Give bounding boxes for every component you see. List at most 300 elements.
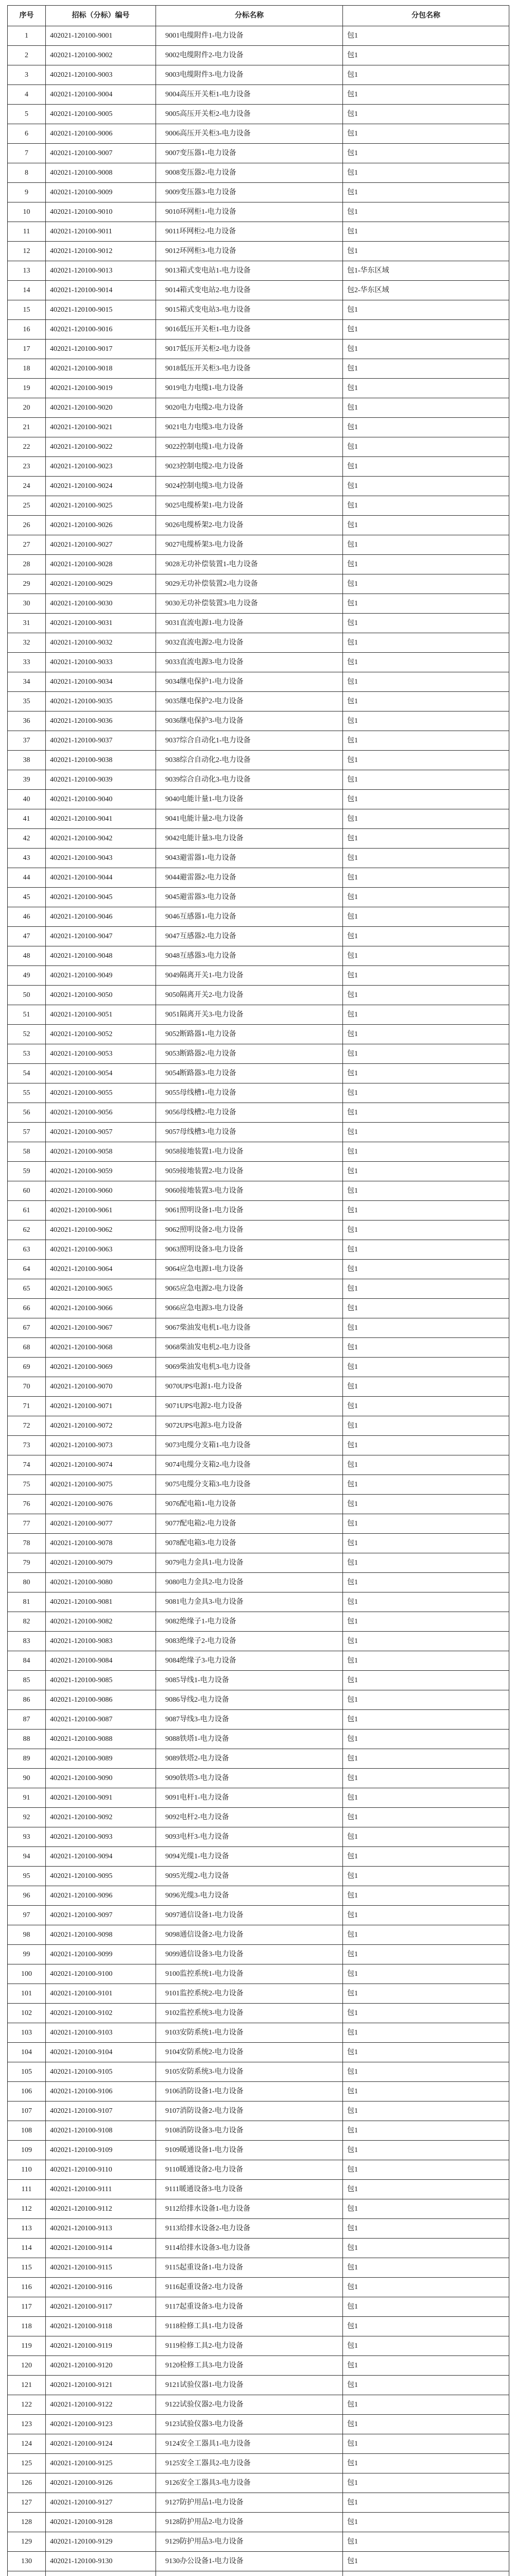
table-row <box>8 2532 509 2552</box>
row-no: 62 <box>8 1221 46 1240</box>
row-name: 9112给排水设备1-电力设备 <box>156 2199 343 2219</box>
row-name: 9042电能计量3-电力设备 <box>156 829 343 849</box>
row-name: 9037综合自动化1-电力设备 <box>156 731 343 751</box>
row-pkg: 包1 <box>343 1416 509 1436</box>
table-row <box>8 751 509 770</box>
table-row <box>8 1436 509 1455</box>
table-row <box>8 986 509 1005</box>
row-no: 60 <box>8 1181 46 1201</box>
row-no: 46 <box>8 907 46 927</box>
row-name: 9039综合自动化3-电力设备 <box>156 770 343 790</box>
row-name: 9068柴油发电机2-电力设备 <box>156 1338 343 1358</box>
row-pkg: 包1 <box>343 672 509 692</box>
row-name: 9021电力电缆3-电力设备 <box>156 418 343 437</box>
row-no: 28 <box>8 555 46 574</box>
row-no: 118 <box>8 2317 46 2336</box>
row-pkg: 包1 <box>343 1612 509 1632</box>
row-pkg: 包1 <box>343 1181 509 1201</box>
table-row <box>8 242 509 261</box>
row-code: 402021-120100-9062 <box>46 1221 156 1240</box>
table-row <box>8 2434 509 2454</box>
row-code: 402021-120100-9111 <box>46 2180 156 2199</box>
row-pkg: 包1 <box>343 2180 509 2199</box>
row-no: 65 <box>8 1279 46 1299</box>
row-name: 9026电缆桥架2-电力设备 <box>156 516 343 535</box>
row-pkg: 包1 <box>343 2493 509 2513</box>
row-code: 402021-120100-9088 <box>46 1730 156 1749</box>
row-pkg: 包1 <box>343 2297 509 2317</box>
table-row <box>8 1749 509 1769</box>
row-no: 130 <box>8 2552 46 2571</box>
table-row <box>8 2199 509 2219</box>
row-pkg: 包1 <box>343 477 509 496</box>
row-no: 107 <box>8 2102 46 2121</box>
row-no: 15 <box>8 300 46 320</box>
row-code: 402021-120100-9089 <box>46 1749 156 1769</box>
table-row <box>8 1455 509 1475</box>
row-pkg: 包1 <box>343 2532 509 2552</box>
table-row <box>8 2571 509 2576</box>
row-name: 9081电力金具3-电力设备 <box>156 1592 343 1612</box>
row-pkg: 包1 <box>343 1358 509 1377</box>
row-pkg: 包1 <box>343 457 509 477</box>
row-code: 402021-120100-9006 <box>46 124 156 144</box>
row-name: 9017低压开关柜2-电力设备 <box>156 340 343 359</box>
row-code: 402021-120100-9045 <box>46 888 156 907</box>
row-name: 9121试验仪器1-电力设备 <box>156 2376 343 2395</box>
bid-table <box>7 5 509 2576</box>
row-pkg: 包1 <box>343 1945 509 1964</box>
table-row <box>8 2062 509 2082</box>
row-pkg: 包1 <box>343 2415 509 2434</box>
row-name: 9130办公设备1-电力设备 <box>156 2552 343 2571</box>
row-pkg: 包1 <box>343 2454 509 2473</box>
header-row <box>8 6 509 26</box>
row-pkg: 包1 <box>343 1377 509 1397</box>
table-row <box>8 1514 509 1534</box>
row-code: 402021-120100-9083 <box>46 1632 156 1651</box>
table-row <box>8 65 509 85</box>
row-no: 126 <box>8 2473 46 2493</box>
row-name: 9016低压开关柜1-电力设备 <box>156 320 343 340</box>
row-no: 29 <box>8 574 46 594</box>
row-pkg: 包1 <box>343 222 509 242</box>
row-no: 41 <box>8 809 46 829</box>
row-name: 9128防护用品2-电力设备 <box>156 2513 343 2532</box>
table-row <box>8 1710 509 1730</box>
row-no: 98 <box>8 1925 46 1945</box>
row-name: 9029无功补偿装置2-电力设备 <box>156 574 343 594</box>
row-pkg: 包1 <box>343 2141 509 2160</box>
row-no: 81 <box>8 1592 46 1612</box>
row-pkg: 包1 <box>343 359 509 379</box>
row-code: 402021-120100-9014 <box>46 281 156 300</box>
row-name: 9113给排水设备2-电力设备 <box>156 2219 343 2239</box>
row-pkg: 包1 <box>343 888 509 907</box>
header-pkg: 分包名称 <box>343 6 509 26</box>
row-name: 9005高压开关柜2-电力设备 <box>156 105 343 124</box>
row-code: 402021-120100-9080 <box>46 1573 156 1592</box>
row-no: 129 <box>8 2532 46 2552</box>
row-pkg: 包1 <box>343 1847 509 1867</box>
row-no: 22 <box>8 437 46 457</box>
row-pkg: 包1 <box>343 594 509 614</box>
table-row <box>8 105 509 124</box>
row-code: 402021-120100-9015 <box>46 300 156 320</box>
row-no: 31 <box>8 614 46 633</box>
row-code: 402021-120100-9059 <box>46 1162 156 1181</box>
row-name: 9111暖通设备3-电力设备 <box>156 2180 343 2199</box>
row-name: 9083绝缘子2-电力设备 <box>156 1632 343 1651</box>
row-name: 9088铁塔1-电力设备 <box>156 1730 343 1749</box>
row-pkg: 包1 <box>343 1221 509 1240</box>
table-row <box>8 418 509 437</box>
row-name: 9050隔离开关2-电力设备 <box>156 986 343 1005</box>
row-code: 402021-120100-9041 <box>46 809 156 829</box>
row-name: 9106消防设备1-电力设备 <box>156 2082 343 2102</box>
row-code: 402021-120100-9073 <box>46 1436 156 1455</box>
row-code: 402021-120100-9101 <box>46 1984 156 2004</box>
row-pkg: 包2-华东区域 <box>343 281 509 300</box>
row-code: 402021-120100-9012 <box>46 242 156 261</box>
row-pkg: 包1 <box>343 2395 509 2415</box>
table-row <box>8 1984 509 2004</box>
row-no: 39 <box>8 770 46 790</box>
row-no: 119 <box>8 2336 46 2356</box>
row-no: 92 <box>8 1808 46 1827</box>
row-name: 9025电缆桥架1-电力设备 <box>156 496 343 516</box>
table-row <box>8 379 509 398</box>
row-code: 402021-120100-9032 <box>46 633 156 653</box>
row-no: 17 <box>8 340 46 359</box>
row-no: 33 <box>8 653 46 672</box>
row-name: 9125安全工器具2-电力设备 <box>156 2454 343 2473</box>
row-code: 402021-120100-9005 <box>46 105 156 124</box>
row-name: 9073电缆分支箱1-电力设备 <box>156 1436 343 1455</box>
row-name: 9054断路器3-电力设备 <box>156 1064 343 1083</box>
row-no: 54 <box>8 1064 46 1083</box>
row-no: 35 <box>8 692 46 711</box>
row-pkg: 包1 <box>343 731 509 751</box>
row-pkg: 包1 <box>343 574 509 594</box>
row-code: 402021-120100-9127 <box>46 2493 156 2513</box>
table-row <box>8 2082 509 2102</box>
row-code: 402021-120100-9125 <box>46 2454 156 2473</box>
row-code: 402021-120100-9065 <box>46 1279 156 1299</box>
table-row <box>8 1142 509 1162</box>
row-no: 27 <box>8 535 46 555</box>
table-row <box>8 1651 509 1671</box>
table-row <box>8 2258 509 2278</box>
row-name: 9055母线槽1-电力设备 <box>156 1083 343 1103</box>
row-name: 9108消防设备3-电力设备 <box>156 2121 343 2141</box>
row-code: 402021-120100-9031 <box>46 614 156 633</box>
row-pkg: 包1 <box>343 927 509 946</box>
row-pkg: 包1 <box>343 1475 509 1495</box>
row-code: 402021-120100-9038 <box>46 751 156 770</box>
row-pkg: 包1 <box>343 379 509 398</box>
row-no: 123 <box>8 2415 46 2434</box>
table-row <box>8 1240 509 1260</box>
row-no: 103 <box>8 2023 46 2043</box>
row-name: 9034继电保护1-电力设备 <box>156 672 343 692</box>
row-name: 9064应急电源1-电力设备 <box>156 1260 343 1279</box>
row-pkg: 包1 <box>343 65 509 85</box>
table-row <box>8 359 509 379</box>
bid-sheet <box>7 5 509 2576</box>
row-name: 9080电力金具2-电力设备 <box>156 1573 343 1592</box>
row-pkg: 包1 <box>343 1553 509 1573</box>
row-code: 402021-120100-9098 <box>46 1925 156 1945</box>
row-pkg: 包1 <box>343 790 509 809</box>
row-name: 9124安全工器具1-电力设备 <box>156 2434 343 2454</box>
row-code: 402021-120100-9058 <box>46 1142 156 1162</box>
row-no: 52 <box>8 1025 46 1044</box>
row-code: 402021-120100-9106 <box>46 2082 156 2102</box>
table-row <box>8 946 509 966</box>
table-row <box>8 437 509 457</box>
table-row <box>8 1318 509 1338</box>
row-pkg: 包1 <box>343 105 509 124</box>
row-name: 9091电杆1-电力设备 <box>156 1788 343 1808</box>
row-pkg: 包1 <box>343 1808 509 1827</box>
row-code: 402021-120100-9020 <box>46 398 156 418</box>
row-pkg: 包1 <box>343 1534 509 1553</box>
row-code: 402021-120100-9079 <box>46 1553 156 1573</box>
row-no: 23 <box>8 457 46 477</box>
row-pkg: 包1 <box>343 1064 509 1083</box>
row-no: 127 <box>8 2493 46 2513</box>
row-pkg: 包1 <box>343 242 509 261</box>
table-row <box>8 477 509 496</box>
table-row <box>8 790 509 809</box>
row-code: 402021-120100-9003 <box>46 65 156 85</box>
row-code: 402021-120100-9072 <box>46 1416 156 1436</box>
row-code: 402021-120100-9084 <box>46 1651 156 1671</box>
row-no: 64 <box>8 1260 46 1279</box>
row-no: 58 <box>8 1142 46 1162</box>
row-code: 402021-120100-9052 <box>46 1025 156 1044</box>
table-row <box>8 1260 509 1279</box>
row-no: 94 <box>8 1847 46 1867</box>
row-code: 402021-120100-9087 <box>46 1710 156 1730</box>
row-name: 9048互感器3-电力设备 <box>156 946 343 966</box>
table-row <box>8 2102 509 2121</box>
row-name: 9096光缆3-电力设备 <box>156 1886 343 1906</box>
table-row <box>8 868 509 888</box>
table-row <box>8 1025 509 1044</box>
row-pkg: 包1 <box>343 1984 509 2004</box>
row-no: 36 <box>8 711 46 731</box>
row-pkg: 包1 <box>343 2434 509 2454</box>
row-name: 9049隔离开关1-电力设备 <box>156 966 343 986</box>
row-name: 9036继电保护3-电力设备 <box>156 711 343 731</box>
table-row <box>8 320 509 340</box>
row-code: 402021-120100-9019 <box>46 379 156 398</box>
row-code: 402021-120100-9034 <box>46 672 156 692</box>
row-code: 402021-120100-9095 <box>46 1867 156 1886</box>
table-row <box>8 1123 509 1142</box>
table-row <box>8 183 509 202</box>
row-code: 402021-120100-9009 <box>46 183 156 202</box>
row-no: 44 <box>8 868 46 888</box>
row-no: 9 <box>8 183 46 202</box>
row-pkg: 包1 <box>343 2239 509 2258</box>
row-pkg: 包1 <box>343 1318 509 1338</box>
row-code: 402021-120100-9129 <box>46 2532 156 2552</box>
row-pkg: 包1 <box>343 809 509 829</box>
row-name: 9024控制电缆3-电力设备 <box>156 477 343 496</box>
table-row <box>8 2552 509 2571</box>
row-no: 114 <box>8 2239 46 2258</box>
table-row <box>8 1083 509 1103</box>
row-no: 82 <box>8 1612 46 1632</box>
row-code: 402021-120100-9078 <box>46 1534 156 1553</box>
row-no: 43 <box>8 849 46 868</box>
row-pkg: 包1 <box>343 614 509 633</box>
row-code: 402021-120100-9027 <box>46 535 156 555</box>
row-pkg: 包1 <box>343 711 509 731</box>
row-name: 9103安防系统1-电力设备 <box>156 2023 343 2043</box>
row-name: 9089铁塔2-电力设备 <box>156 1749 343 1769</box>
row-pkg: 包1 <box>343 144 509 163</box>
row-code: 402021-120100-9076 <box>46 1495 156 1514</box>
row-pkg: 包1 <box>343 496 509 516</box>
row-no: 37 <box>8 731 46 751</box>
row-name: 9033直流电源3-电力设备 <box>156 653 343 672</box>
row-name: 9014箱式变电站2-电力设备 <box>156 281 343 300</box>
row-name: 9065应急电源2-电力设备 <box>156 1279 343 1299</box>
row-no: 117 <box>8 2297 46 2317</box>
row-pkg: 包1 <box>343 124 509 144</box>
row-name: 9007变压器1-电力设备 <box>156 144 343 163</box>
table-row <box>8 1279 509 1299</box>
row-name: 9072UPS电源3-电力设备 <box>156 1416 343 1436</box>
row-name: 9126安全工器具3-电力设备 <box>156 2473 343 2493</box>
row-pkg: 包1 <box>343 340 509 359</box>
row-code: 402021-120100-9099 <box>46 1945 156 1964</box>
row-name: 9001电缆附件1-电力设备 <box>156 26 343 46</box>
row-code: 402021-120100-9023 <box>46 457 156 477</box>
table-row <box>8 26 509 46</box>
row-no: 100 <box>8 1964 46 1984</box>
table-row <box>8 2297 509 2317</box>
row-pkg: 包1 <box>343 516 509 535</box>
row-no: 66 <box>8 1299 46 1318</box>
row-name: 9046互感器1-电力设备 <box>156 907 343 927</box>
row-no: 105 <box>8 2062 46 2082</box>
row-no: 57 <box>8 1123 46 1142</box>
table-row <box>8 496 509 516</box>
row-no: 79 <box>8 1553 46 1573</box>
row-pkg: 包1 <box>343 2278 509 2297</box>
table-row <box>8 1690 509 1710</box>
table-row <box>8 1162 509 1181</box>
row-pkg: 包1 <box>343 1162 509 1181</box>
row-no: 50 <box>8 986 46 1005</box>
table-row <box>8 457 509 477</box>
table-row <box>8 1906 509 1925</box>
row-no: 2 <box>8 46 46 65</box>
header-code: 招标（分标）编号 <box>46 6 156 26</box>
row-name: 9082绝缘子1-电力设备 <box>156 1612 343 1632</box>
table-row <box>8 2395 509 2415</box>
row-name: 9074电缆分支箱2-电力设备 <box>156 1455 343 1475</box>
row-code: 402021-120100-9049 <box>46 966 156 986</box>
row-pkg: 包1 <box>343 2199 509 2219</box>
row-code: 402021-120100-9068 <box>46 1338 156 1358</box>
row-no: 80 <box>8 1573 46 1592</box>
row-no: 26 <box>8 516 46 535</box>
table-row <box>8 907 509 927</box>
row-name: 9092电杆2-电力设备 <box>156 1808 343 1827</box>
table-row <box>8 1299 509 1318</box>
row-code: 402021-120100-9022 <box>46 437 156 457</box>
table-row <box>8 1338 509 1358</box>
row-no: 110 <box>8 2160 46 2180</box>
row-name: 9110暖通设备2-电力设备 <box>156 2160 343 2180</box>
row-code: 402021-120100-9105 <box>46 2062 156 2082</box>
row-name: 9052断路器1-电力设备 <box>156 1025 343 1044</box>
row-code: 402021-120100-9066 <box>46 1299 156 1318</box>
row-code: 402021-120100-9026 <box>46 516 156 535</box>
table-row <box>8 809 509 829</box>
row-no: 59 <box>8 1162 46 1181</box>
row-code: 402021-120100-9042 <box>46 829 156 849</box>
row-pkg: 包1-华东区域 <box>343 261 509 281</box>
row-no: 47 <box>8 927 46 946</box>
row-name: 9090铁塔3-电力设备 <box>156 1769 343 1788</box>
row-code: 402021-120100-9035 <box>46 692 156 711</box>
row-name: 9069柴油发电机3-电力设备 <box>156 1358 343 1377</box>
row-pkg: 包1 <box>343 1436 509 1455</box>
row-code: 402021-120100-9114 <box>46 2239 156 2258</box>
row-name: 9115起重设备1-电力设备 <box>156 2258 343 2278</box>
row-no: 115 <box>8 2258 46 2278</box>
row-name: 9079电力金具1-电力设备 <box>156 1553 343 1573</box>
row-code: 402021-120100-9017 <box>46 340 156 359</box>
row-no: 93 <box>8 1827 46 1847</box>
row-pkg: 包1 <box>343 555 509 574</box>
table-body <box>8 26 509 2576</box>
row-code: 402021-120100-9030 <box>46 594 156 614</box>
row-code: 402021-120100-9004 <box>46 85 156 105</box>
row-code: 402021-120100-9090 <box>46 1769 156 1788</box>
row-name: 9043避雷器1-电力设备 <box>156 849 343 868</box>
row-code: 402021-120100-9043 <box>46 849 156 868</box>
table-row <box>8 163 509 183</box>
row-name: 9004高压开关柜1-电力设备 <box>156 85 343 105</box>
row-no: 89 <box>8 1749 46 1769</box>
row-no: 10 <box>8 202 46 222</box>
row-pkg: 包1 <box>343 1005 509 1025</box>
row-pkg: 包1 <box>343 1573 509 1592</box>
row-no: 56 <box>8 1103 46 1123</box>
table-row <box>8 1886 509 1906</box>
row-code: 402021-120100-9063 <box>46 1240 156 1260</box>
table-row <box>8 1358 509 1377</box>
row-name: 9045避雷器3-电力设备 <box>156 888 343 907</box>
row-code: 402021-120100-9104 <box>46 2043 156 2062</box>
table-row <box>8 2043 509 2062</box>
row-no: 42 <box>8 829 46 849</box>
row-code: 402021-120100-9018 <box>46 359 156 379</box>
row-code: 402021-120100-9110 <box>46 2160 156 2180</box>
row-no: 74 <box>8 1455 46 1475</box>
row-code: 402021-120100-9054 <box>46 1064 156 1083</box>
row-pkg: 包1 <box>343 633 509 653</box>
row-pkg: 包1 <box>343 1749 509 1769</box>
